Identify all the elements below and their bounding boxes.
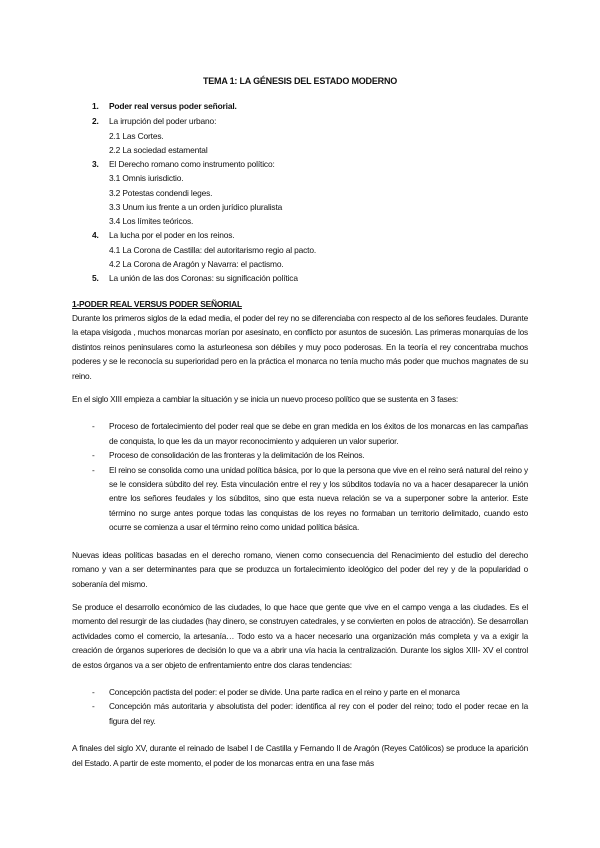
index-subitem: 3.2 Potestas condendi leges. (109, 188, 213, 198)
index-item: Poder real versus poder señorial. (109, 101, 237, 111)
index-number: 2. (92, 116, 99, 126)
index-item: La lucha por el poder en los reinos. (109, 230, 235, 240)
index-number: 5. (92, 273, 99, 283)
paragraph: Durante los primeros siglos de la edad media, el poder del rey no se diferenciaba con respecto al de los señores feudales. Durante la etapa visigoda , muchos monarcas morían por asesinato, en conflicto por asuntos de sucesión. Las primeras monarquías de los distintos reinos peninsulares como la asturleonesa son débiles y muy poco poderosas. En la teoría el rey concentraba muchos poderes y se le reconocía su superioridad pero en la práctica el monarca no tenía mucho más poder que muchos magnates de su reino. (72, 313, 528, 381)
bullet-dash: - (92, 450, 95, 461)
bullet-row (72, 448, 528, 462)
index-subitem: 2.1 Las Cortes. (109, 131, 164, 141)
index-subitem: 3.1 Omnis iurisdictio. (109, 173, 184, 183)
bullet-item: Proceso de consolidación de las fronteras y la delimitación de los Reinos. (109, 450, 365, 461)
index-item: La irrupción del poder urbano: (109, 116, 217, 126)
bullet-item: Concepción más autoritaria y absolutista del poder: identifica al rey con el poder del reino; todo el poder recae en la figura del rey. (109, 701, 528, 726)
bullet-row (72, 463, 528, 535)
bullet-row (72, 685, 528, 699)
document-body (72, 297, 528, 770)
bullet-dash: - (92, 421, 95, 432)
index-subitem: 2.2 La sociedad estamental (109, 145, 208, 155)
index-subitem: 3.3 Unum ius frente a un orden jurídico pluralista (109, 202, 283, 212)
index-item: El Derecho romano como instrumento político: (109, 159, 275, 169)
bullet-dash: - (92, 686, 95, 697)
phases-list (72, 419, 528, 534)
bullet-row (72, 419, 528, 448)
section-heading: 1-PODER REAL VERSUS PODER SEÑORIAL (72, 299, 242, 309)
page-title: TEMA 1: LA GÉNESIS DEL ESTADO MODERNO (202, 76, 398, 86)
bullet-item: Proceso de fortalecimiento del poder real que se debe en gran medida en los éxitos de los monarcas en las campañas de conquista, lo que les da un mayor reconocimiento y adquieren un valor superior. (109, 421, 528, 446)
index-item: La unión de las dos Coronas: su significación política (109, 273, 298, 283)
tendencies-list (72, 685, 528, 728)
index-subitem: 4.2 La Corona de Aragón y Navarra: el pactismo. (109, 259, 284, 269)
index-number: 4. (92, 230, 99, 240)
index-subitem: 4.1 La Corona de Castilla: del autoritarismo regio al pacto. (109, 245, 317, 255)
bullet-item: El reino se consolida como una unidad política básica, por lo que la persona que vive en el reino será natural del reino y se le considera súbdito del rey. Esta vinculación entre el rey y los súbditos todavía no va a hacer desaparecer la unión entre los señores feudales y los súbditos, sino que esta nueva relación se va a superponer sobre la anterior. Este término no surge antes porque todas las conquistas de los reyes no formaban un territorio delimitado, cuando esto ocurre se comienza a usar el término reino como unidad política básica. (109, 464, 528, 533)
bullet-item: Concepción pactista del poder: el poder se divide. Una parte radica en el reino y parte en el monarca (109, 686, 460, 697)
paragraph: En el siglo XIII empieza a cambiar la situación y se inicia un nuevo proceso político que se sustenta en 3 fases: (72, 394, 459, 405)
paragraph: A finales del siglo XV, durante el reinado de Isabel I de Castilla y Fernando II de Aragón (Reyes Católicos) se produce la aparición del Estado. A partir de este momento, el poder de los monarcas entra en una fase más (72, 743, 528, 768)
paragraph: Nuevas ideas políticas basadas en el derecho romano, vienen como consecuencia del Renacimiento del estudio del derecho romano y van a ser determinantes para que se produzca un fortalecimiento ideológico del poder del rey y de la popularidad o soberanía del mismo. (72, 549, 528, 589)
index-subitem: 3.4 Los límites teóricos. (109, 216, 194, 226)
bullet-dash: - (92, 464, 95, 475)
index-number: 1. (92, 101, 99, 111)
bullet-row (72, 699, 528, 728)
paragraph: Se produce el desarrollo económico de las ciudades, lo que hace que gente que vive en el campo venga a las ciudades. Es el momento del resurgir de las ciudades (hay dinero, se construyen catedrales, y se convierten en polos de atracción). Se desarrollan actividades como el comercio, la artesanía… Todo esto va a hacer necesario una organización más completa y va a exigir la creación de órganos superiores de decisión lo que va a abrir una vía hacia la centralización. Durante los siglos XIII- XV el control de estos órganos va a ser objeto de enfrentamiento entre dos claras tendencias: (72, 601, 528, 670)
bullet-dash: - (92, 701, 95, 712)
index-number: 3. (92, 159, 99, 169)
